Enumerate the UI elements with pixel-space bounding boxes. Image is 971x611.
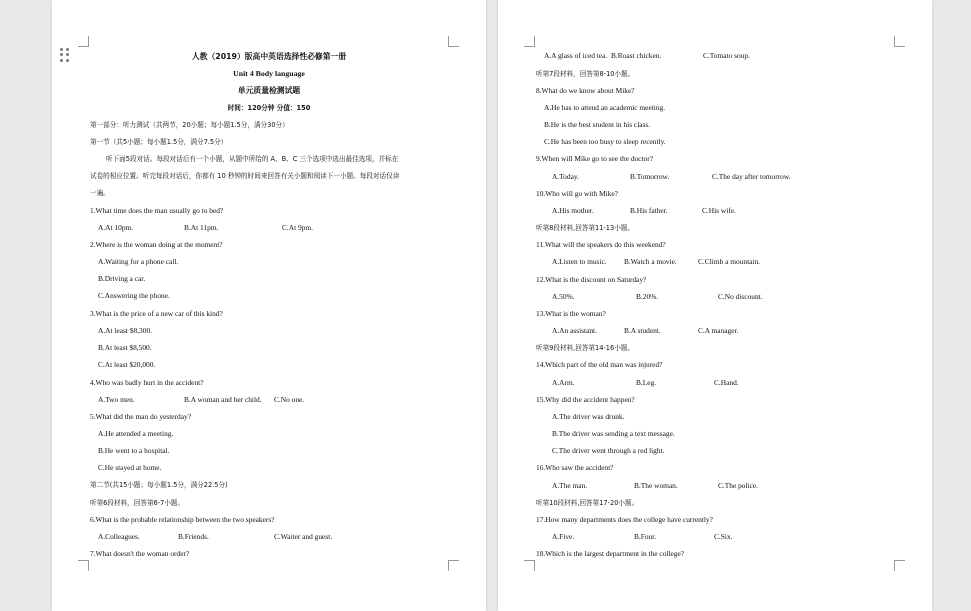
part-heading: 第一部分：听力测试（共两节，20小题；每小题1.5分，满分30分） — [90, 121, 289, 129]
option-c: C.Waiter and guest. — [274, 532, 333, 541]
option-c: C.The day after tomorrow. — [712, 172, 791, 181]
doc-unit: Unit 4 Body language — [233, 69, 305, 78]
option-b: B.Friends. — [178, 532, 209, 541]
option-b: B.Roast chicken. — [611, 51, 662, 60]
option-b: B.A woman and her child. — [184, 395, 262, 404]
option-c: C.The driver went through a red light. — [552, 446, 665, 455]
option-a: A.At least $8,300. — [98, 326, 152, 335]
question-text: 16.Who saw the accident? — [536, 463, 614, 472]
option-a: A.50%. — [552, 292, 575, 301]
option-c: C.No one. — [274, 395, 305, 404]
question-text: 13.What is the woman? — [536, 309, 606, 318]
material-heading: 听第8段材料,回答第11-13小题。 — [536, 224, 634, 232]
option-c: C.Climb a mountain. — [698, 257, 760, 266]
question-text: 14.Which part of the old man was injured? — [536, 360, 663, 369]
option-a: A.His mother. — [552, 206, 594, 215]
doc-meta: 时间：120分钟 分值：150 — [227, 104, 311, 112]
option-b: B.His father. — [630, 206, 668, 215]
crop-mark-bottom-left — [78, 560, 89, 571]
option-b: B.Tomorrow. — [630, 172, 670, 181]
option-c: C.A manager. — [698, 326, 739, 335]
crop-mark-top-left — [78, 36, 89, 47]
section-heading: 第二节(共15小题；每小题1.5分，满分22.5分) — [90, 481, 228, 489]
option-b: B.The woman. — [634, 481, 678, 490]
option-b: B.Driving a car. — [98, 274, 146, 283]
crop-mark-top-right — [448, 36, 459, 47]
option-a: A.Waiting for a phone call. — [98, 257, 179, 266]
option-a: A.Five. — [552, 532, 575, 541]
question-text: 9.When will Mike go to see the doctor? — [536, 154, 653, 163]
crop-mark-top-left — [524, 36, 535, 47]
question-text: 12.What is the discount on Saturday? — [536, 275, 647, 284]
option-a: A.Listen to music. — [552, 257, 607, 266]
page-1 — [52, 0, 486, 611]
option-a: A.He attended a meeting. — [98, 429, 174, 438]
instructions-line: 一遍。 — [90, 189, 110, 197]
option-c: C.His wife. — [702, 206, 736, 215]
option-c: C.Tomato soup. — [703, 51, 750, 60]
instructions-line: 听下面5段对话。每段对话后有一个小题，从题中所给的 A、B、C 三个选项中选出最佳选项，并标在 — [106, 155, 399, 163]
option-b: B.Four. — [634, 532, 657, 541]
material-heading: 听第6段材料，回答第6-7小题。 — [90, 499, 185, 507]
question-text: 6.What is the probable relationship between the two speakers? — [90, 515, 275, 524]
option-b: B.The driver was sending a text message. — [552, 429, 675, 438]
option-a: A.An assistant. — [552, 326, 597, 335]
option-c: C.At 9pm. — [282, 223, 314, 232]
option-a: A.At 10pm. — [98, 223, 134, 232]
option-c: C.Six. — [714, 532, 733, 541]
option-c: C.He has been too busy to sleep recently. — [544, 137, 666, 146]
question-text: 10.Who will go with Mike? — [536, 189, 618, 198]
option-b: B.He went to a hospital. — [98, 446, 170, 455]
question-text: 4.Who was badly hurt in the accident? — [90, 378, 204, 387]
option-a: A.A glass of iced tea. — [544, 51, 608, 60]
question-text: 3.What is the price of a new car of this kind? — [90, 309, 223, 318]
option-b: B.20%. — [636, 292, 659, 301]
option-a: A.Two men. — [98, 395, 135, 404]
option-a: A.He has to attend an academic meeting. — [544, 103, 666, 112]
option-b: B.He is the best student in his class. — [544, 120, 651, 129]
option-b: B.A student. — [624, 326, 661, 335]
instructions-line: 试卷的相应位置。听完每段对话后，你都有 10 秒钟的时间来回答有关小题和阅读下一小题。每段对话仅读 — [90, 172, 400, 180]
option-a: A.The driver was drunk. — [552, 412, 625, 421]
question-text: 8.What do we know about Mike? — [536, 86, 635, 95]
option-b: B.At 11pm. — [184, 223, 219, 232]
option-b: B.At least $8,500. — [98, 343, 152, 352]
option-c: C.He stayed at home. — [98, 463, 162, 472]
doc-subtitle: 单元质量检测试题 — [237, 86, 301, 95]
drag-handle-icon[interactable] — [60, 48, 70, 62]
option-c: C.At least $20,000. — [98, 360, 156, 369]
crop-mark-bottom-right — [448, 560, 459, 571]
option-a: A.Today. — [552, 172, 579, 181]
question-text: 5.What did the man do yesterday? — [90, 412, 191, 421]
crop-mark-bottom-right — [894, 560, 905, 571]
option-c: C.Hand. — [714, 378, 739, 387]
crop-mark-bottom-left — [524, 560, 535, 571]
material-heading: 听第7段材料，回答第8-10小题。 — [536, 70, 635, 78]
question-text: 2.Where is the woman doing at the moment? — [90, 240, 223, 249]
question-text: 7.What doesn't the woman order? — [90, 549, 190, 558]
page-2 — [498, 0, 932, 611]
option-b: B.Watch a movie. — [624, 257, 677, 266]
option-a: A.The man. — [552, 481, 588, 490]
doc-title: 人教（2019）版高中英语选择性必修第一册 — [191, 52, 347, 61]
material-heading: 听第10段材料,回答第17-20小题。 — [536, 499, 639, 507]
question-text: 1.What time does the man usually go to bed? — [90, 206, 224, 215]
question-text: 18.Which is the largest department in the college? — [536, 549, 685, 558]
question-text: 15.Why did the accident happen? — [536, 395, 635, 404]
option-a: A.Colleagues. — [98, 532, 140, 541]
option-b: B.Leg. — [636, 378, 657, 387]
crop-mark-top-right — [894, 36, 905, 47]
option-c: C.Answering the phone. — [98, 291, 170, 300]
question-text: 17.How many departments does the college have currently? — [536, 515, 713, 524]
option-a: A.Arm. — [552, 378, 575, 387]
option-c: C.The police. — [718, 481, 759, 490]
question-text: 11.What will the speakers do this weekend? — [536, 240, 666, 249]
material-heading: 听第9段材料,回答第14-16小题。 — [536, 344, 634, 352]
option-c: C.No discount. — [718, 292, 763, 301]
section-heading: 第一节（共5小题；每小题1.5分，满分7.5分） — [90, 138, 228, 146]
